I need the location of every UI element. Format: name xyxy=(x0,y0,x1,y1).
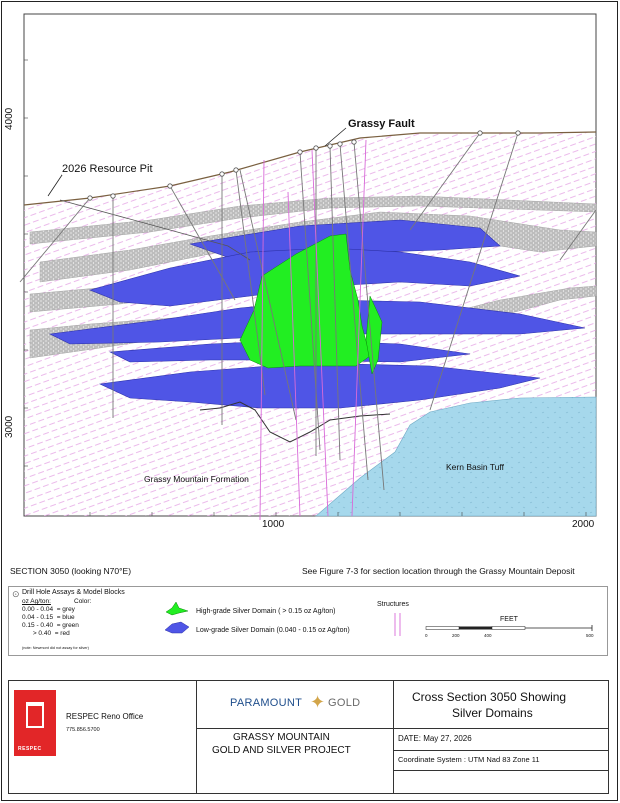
scale-tick-400: 400 xyxy=(484,633,492,638)
respec-logo-mark xyxy=(26,702,44,728)
assay-row-green: 0.15 - 0.40 = green xyxy=(22,622,79,629)
y-tick-3000: 3000 xyxy=(4,415,15,438)
coordinate-system: Coordinate System : UTM Nad 83 Zone 11 xyxy=(398,755,540,764)
x-tick-2000: 2000 xyxy=(572,519,595,530)
paramount-gold-logo xyxy=(230,694,380,714)
grassy-fault-label: Grassy Fault xyxy=(348,118,415,130)
assay-row-grey: 0.00 - 0.04 = grey xyxy=(22,606,75,613)
x-tick-1000: 1000 xyxy=(262,519,285,530)
structures-swatch xyxy=(392,612,404,638)
assay-header-color: Color: xyxy=(74,598,92,605)
project-name-line1: GRASSY MOUNTAIN xyxy=(233,732,330,743)
high-grade-legend: High-grade Silver Domain ( > 0.15 oz Ag/ton) xyxy=(196,608,336,615)
formation-label: Grassy Mountain Formation xyxy=(144,474,249,484)
figure-reference: See Figure 7-3 for section location through the Grassy Mountain Deposit xyxy=(302,566,575,576)
tuff-label: Kern Basin Tuff xyxy=(446,462,504,472)
project-name-line2: GOLD AND SILVER PROJECT xyxy=(212,745,351,756)
title-block-divider-2 xyxy=(393,680,394,794)
respec-logo xyxy=(14,690,56,756)
scale-tick-500: 500 xyxy=(586,633,594,638)
section-title: SECTION 3050 (looking N70°E) xyxy=(10,566,132,576)
structures-legend: Structures xyxy=(377,601,409,608)
low-grade-legend: Low-grade Silver Domain (0.040 - 0.15 oz Ag/ton) xyxy=(196,627,350,634)
respec-logo-text: RESPEC xyxy=(18,746,42,752)
y-tick-4000: 4000 xyxy=(4,107,15,130)
resource-pit-label: 2026 Resource Pit xyxy=(62,163,153,175)
high-grade-swatch xyxy=(166,602,188,615)
title-block-divider-1 xyxy=(196,680,197,794)
figure-title-line2: Silver Domains xyxy=(452,706,533,720)
scale-tick-200: 200 xyxy=(452,633,460,638)
star-icon: ✦ xyxy=(310,692,326,712)
scale-tick-0: 0 xyxy=(425,633,428,638)
title-block-divider-5 xyxy=(393,770,609,771)
title-block-divider-3 xyxy=(196,728,609,729)
legend-swatches xyxy=(164,600,190,636)
figure-title-line1: Cross Section 3050 Showing xyxy=(412,690,567,704)
legend-box xyxy=(8,586,608,656)
company-name: RESPEC Reno Office xyxy=(66,712,144,721)
low-grade-swatch xyxy=(165,622,189,633)
assay-row-red: > 0.40 = red xyxy=(22,630,70,637)
paramount-logo-text: PARAMOUNT xyxy=(230,697,303,709)
assay-row-blue: 0.04 - 0.15 = blue xyxy=(22,614,75,621)
scale-bar xyxy=(424,624,596,634)
assay-header-grade: oz Ag/ton: xyxy=(22,598,51,605)
title-block-divider-4 xyxy=(393,750,609,751)
scale-title: FEET xyxy=(500,616,518,623)
gold-logo-text: GOLD xyxy=(328,697,361,709)
assay-note: (note: Newmont did not assay for silver) xyxy=(22,646,89,650)
assays-title: Drill Hole Assays & Model Blocks xyxy=(22,589,125,596)
company-phone: 775.856.5700 xyxy=(66,727,100,733)
assay-marker-icon: ⊙ xyxy=(12,589,20,599)
date-field: DATE: May 27, 2026 xyxy=(398,734,472,743)
